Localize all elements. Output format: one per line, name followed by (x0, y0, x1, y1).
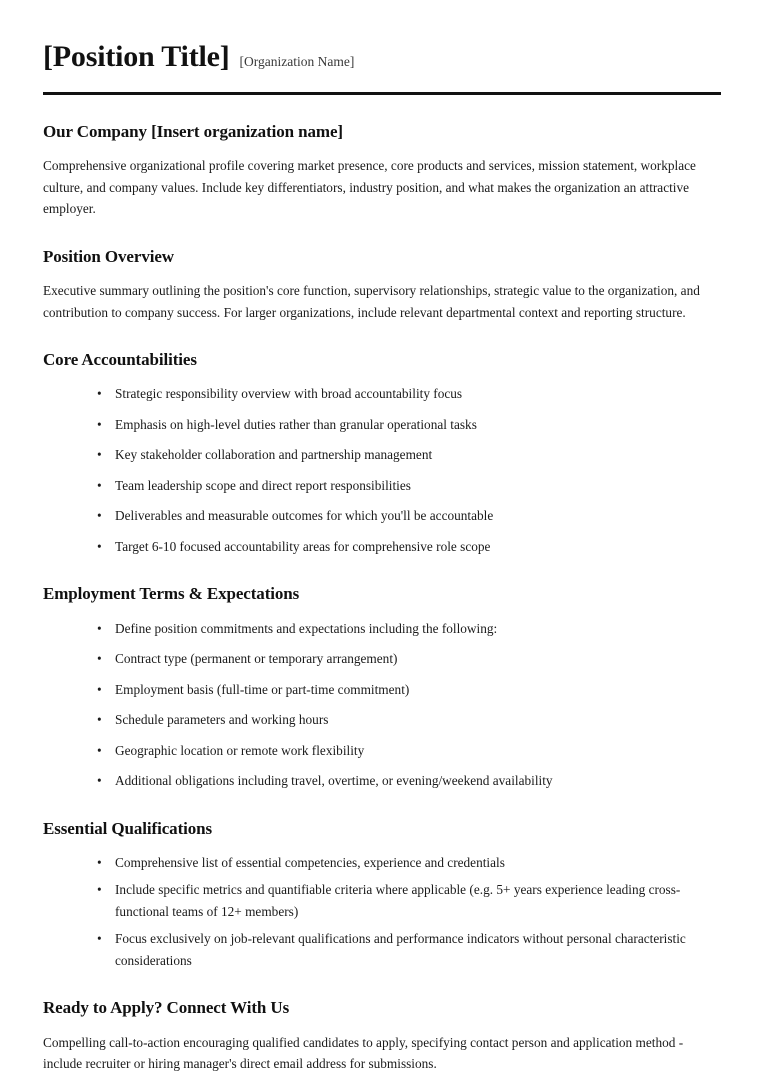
list-item-label: Include specific metrics and quantifiable criteria where applicable (e.g. 5+ years experience leading cross-functional teams of 12+ members) (115, 882, 681, 919)
section-essential-qualifications (43, 818, 721, 972)
list-item (43, 648, 721, 670)
list-item-label: Team leadership scope and direct report responsibilities (115, 477, 411, 493)
bullet-icon: • (97, 386, 102, 402)
list-item-label: Define position commitments and expectations including the following: (115, 620, 498, 636)
bullet-icon: • (97, 773, 102, 788)
section-employment-terms (43, 583, 721, 791)
list-item-label: Additional obligations including travel, overtime, or evening/weekend availability (115, 773, 553, 788)
title-line (43, 40, 721, 73)
list-item-label: Focus exclusively on job-relevant qualifications and performance indicators without personal characteristic considerations (115, 931, 686, 968)
organization-name: [Organization Name] (239, 54, 355, 69)
list-item (43, 852, 721, 874)
bullet-icon: • (97, 854, 102, 870)
bullet-icon: • (97, 508, 102, 524)
list-item (43, 618, 721, 640)
section-heading: Our Company [Insert organization name] (43, 122, 343, 141)
section-paragraph: Compelling call-to-action encouraging qualified candidates to apply, specifying contact person and application method - include recruiter or hiring manager's direct email address for submissions. (43, 1034, 684, 1071)
bullet-icon: • (97, 931, 102, 947)
list-item (43, 709, 721, 731)
section-paragraph: Executive summary outlining the position's core function, supervisory relationships, strategic value to the organization, and contribution to company success. For larger organizations, include relevant departmental context and reporting structure. (43, 283, 700, 320)
list-item (43, 475, 721, 497)
bullet-icon: • (97, 742, 102, 758)
list-item (43, 536, 721, 558)
bullet-icon: • (97, 477, 102, 493)
section-heading: Core Accountabilities (43, 350, 197, 369)
list-item-label: Deliverables and measurable outcomes for which you'll be accountable (115, 508, 494, 524)
bullet-list (43, 383, 721, 557)
bullet-icon: • (97, 712, 102, 727)
section-paragraph: Comprehensive organizational profile covering market presence, core products and services, mission statement, workplace culture, and company values. Include key differentiators, industry position, and what makes the organization an attractive employer. (43, 158, 696, 217)
document-header (43, 0, 721, 95)
bullet-icon: • (97, 882, 102, 898)
list-item (43, 414, 721, 436)
section-position-overview (43, 246, 721, 323)
list-item (43, 740, 721, 762)
list-item (43, 505, 721, 527)
list-item-label: Strategic responsibility overview with broad accountability focus (115, 386, 463, 402)
section-heading: Essential Qualifications (43, 818, 213, 838)
bullet-icon: • (97, 651, 102, 666)
bullet-icon: • (97, 447, 102, 463)
bullet-list (43, 618, 721, 792)
section-core-accountabilities (43, 349, 721, 557)
list-item-label: Employment basis (full-time or part-time commitment) (115, 681, 410, 697)
list-item-label: Geographic location or remote work flexibility (115, 742, 365, 758)
document-content (43, 0, 721, 1075)
list-item (43, 879, 721, 922)
bullet-icon: • (97, 538, 102, 554)
section-our-company (43, 121, 721, 220)
list-item-label: Contract type (permanent or temporary arrangement) (115, 651, 398, 666)
list-item (43, 444, 721, 466)
list-item (43, 928, 721, 971)
list-item-label: Comprehensive list of essential competencies, experience and credentials (115, 854, 505, 870)
list-item-label: Emphasis on high-level duties rather than granular operational tasks (115, 416, 477, 432)
list-item-label: Target 6-10 focused accountability areas for comprehensive role scope (115, 538, 491, 554)
page-title: [Position Title] (43, 40, 230, 73)
list-item (43, 383, 721, 405)
section-heading: Employment Terms & Expectations (43, 584, 300, 604)
section-ready-to-apply (43, 997, 721, 1074)
bullet-icon: • (97, 620, 102, 636)
list-item-label: Key stakeholder collaboration and partnership management (115, 447, 433, 463)
list-item (43, 679, 721, 701)
header-divider (43, 92, 721, 95)
list-item-label: Schedule parameters and working hours (115, 712, 329, 727)
list-item (43, 770, 721, 792)
bullet-list (43, 852, 721, 972)
bullet-icon: • (97, 416, 102, 432)
section-heading: Position Overview (43, 246, 174, 266)
section-heading: Ready to Apply? Connect With Us (43, 998, 290, 1018)
bullet-icon: • (97, 681, 102, 697)
